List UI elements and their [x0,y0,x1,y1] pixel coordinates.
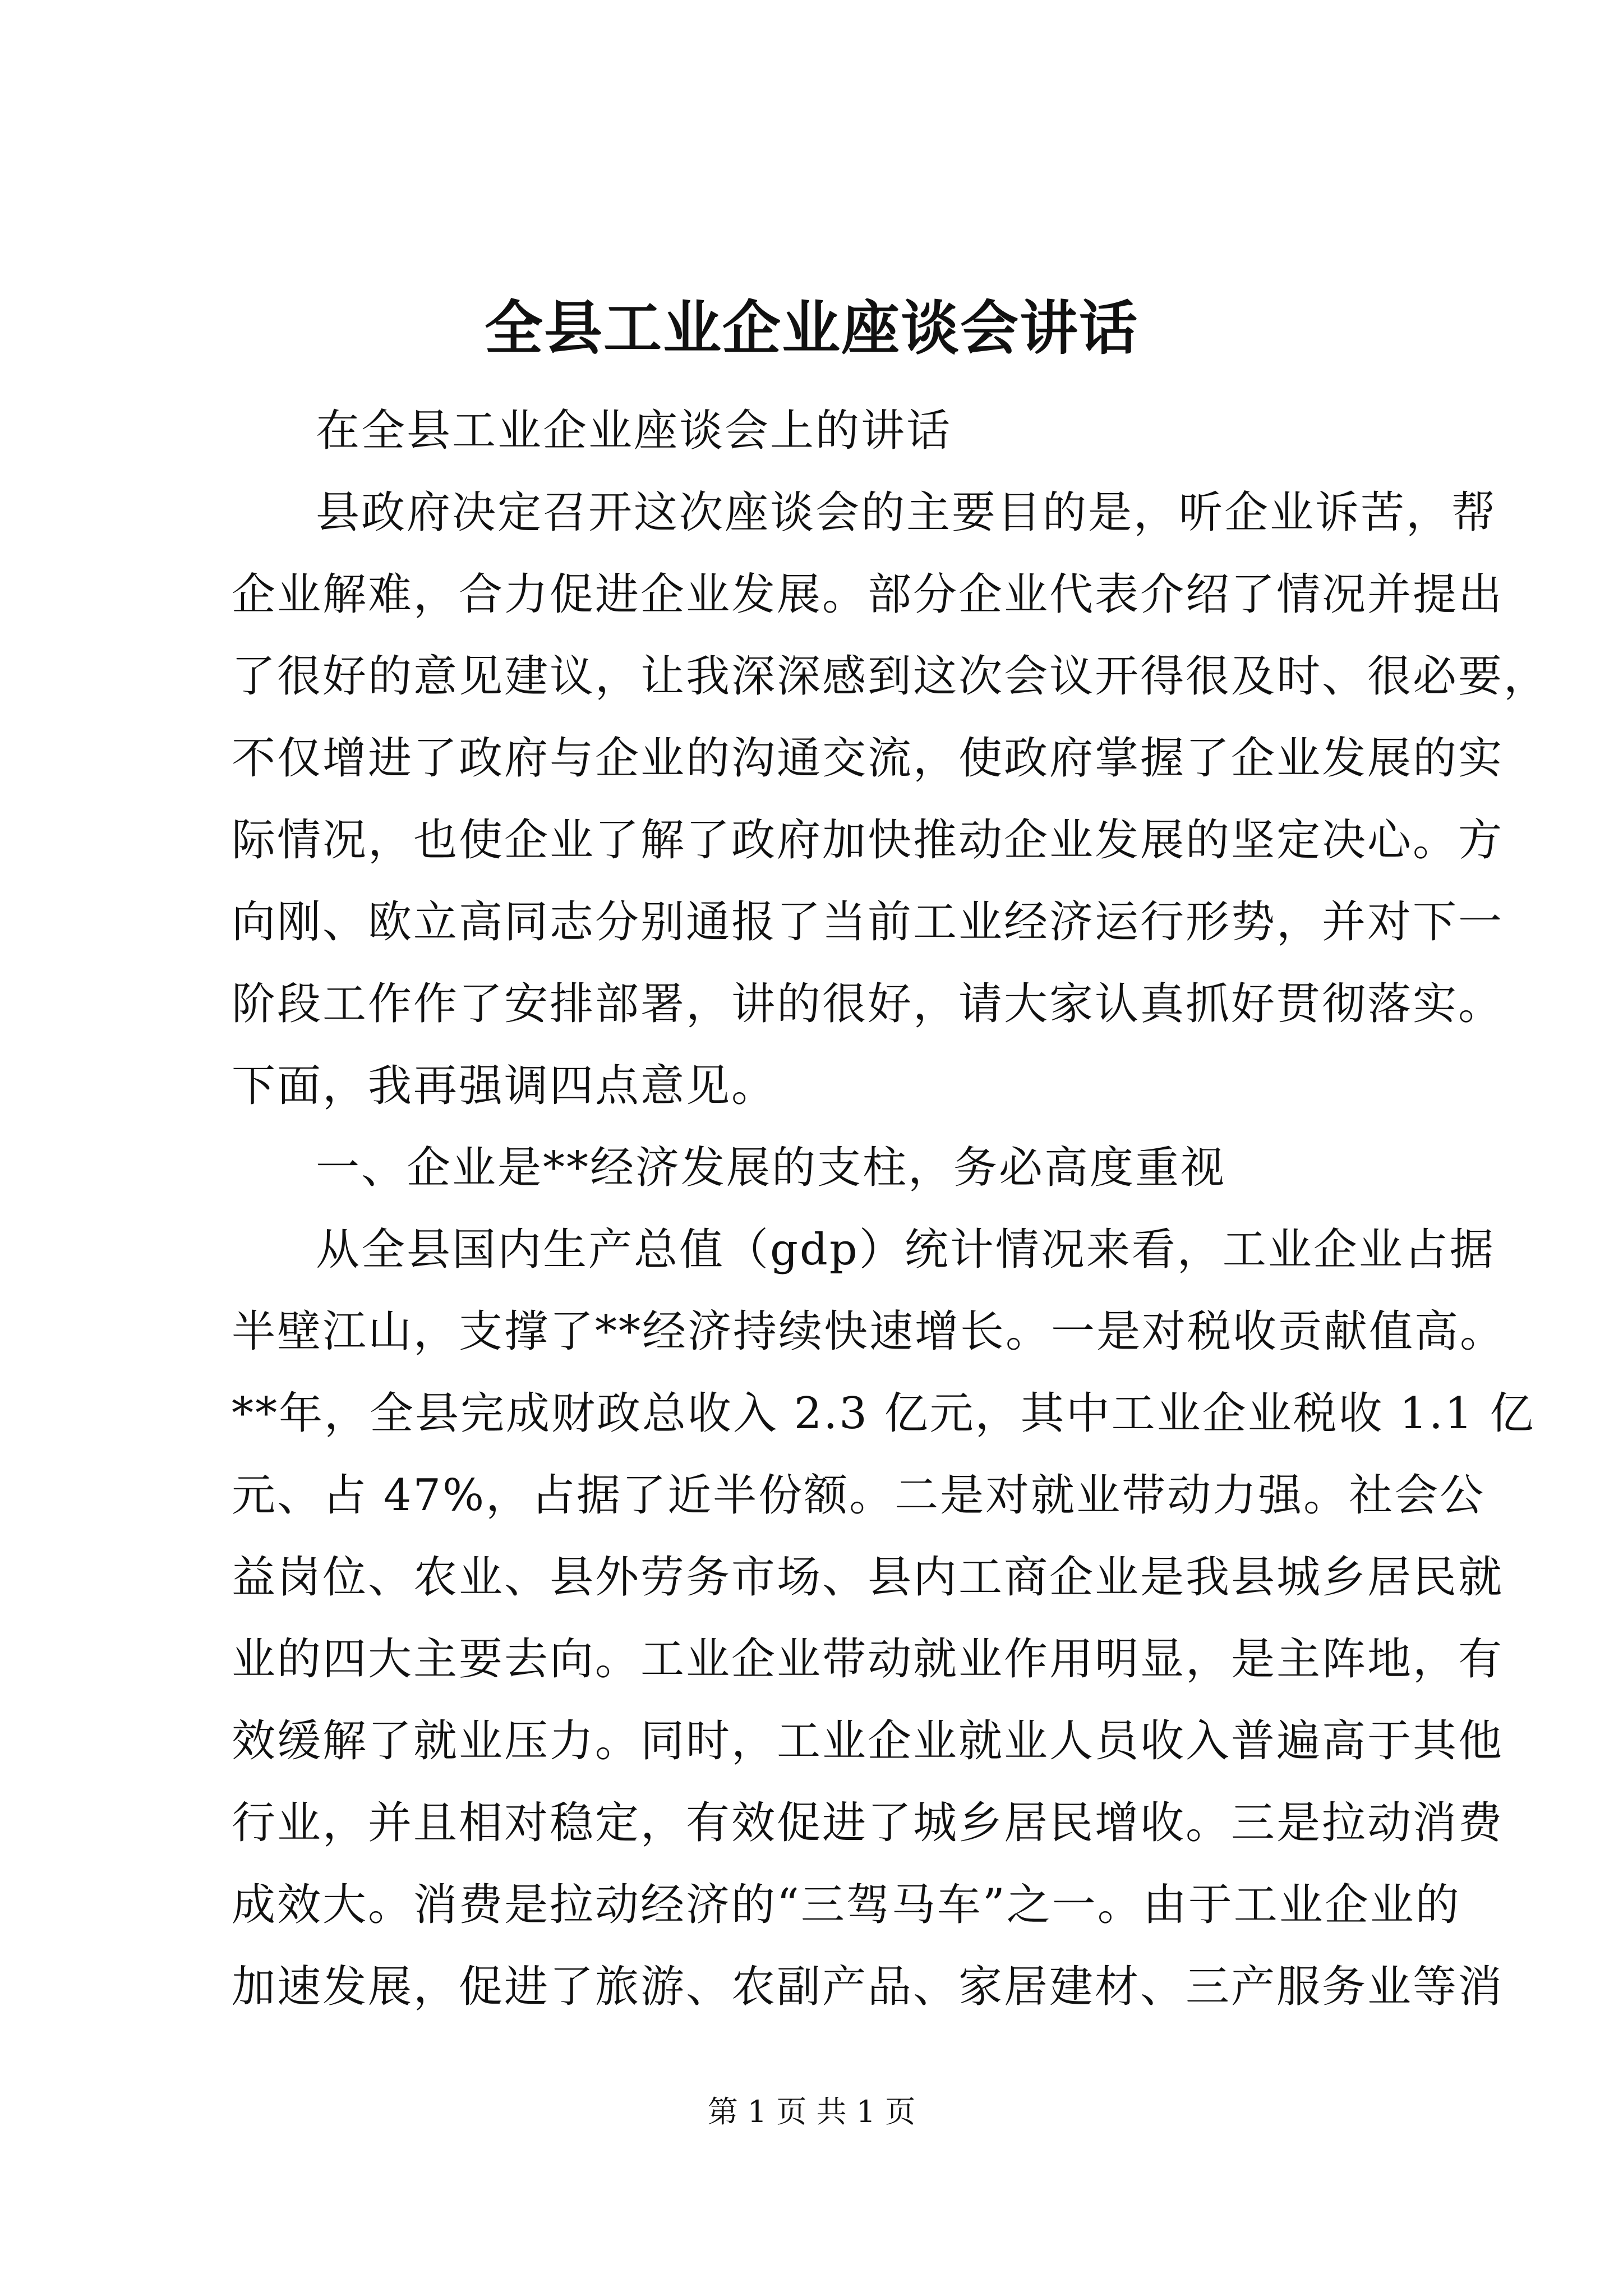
paragraph-line: 成效大。消费是拉动经济的“三驾马车”之一。由于工业企业的 [232,1880,1461,1930]
paragraph-line: 县政府决定召开这次座谈会的主要目的是，听企业诉苦，帮 [316,487,1497,538]
paragraph-line: 阶段工作作了安排部署，讲的很好，请大家认真抓好贯彻落实。 [232,979,1504,1029]
paragraph-line: 向刚、欧立高同志分别通报了当前工业经济运行形势，并对下一 [232,897,1504,947]
subtitle-line: 在全县工业企业座谈会上的讲话 [316,406,952,456]
paragraph-line: 益岗位、农业、县外劳务市场、县内工商企业是我县城乡居民就 [232,1552,1504,1603]
paragraph-line: 半壁江山，支撑了**经济持续快速增长。一是对税收贡献值高。 [232,1306,1506,1357]
paragraph-line: 下面，我再强调四点意见。 [232,1061,777,1111]
document-title: 全县工业企业座谈会讲话 [484,293,1138,362]
document-body [232,390,1550,2028]
paragraph-line: 加速发展，促进了旅游、农副产品、家居建材、三产服务业等消 [232,1962,1504,2012]
page-footer: 第 1 页 共 1 页 [707,2094,916,2129]
paragraph-line: 际情况，也使企业了解了政府加快推动企业发展的坚定决心。方 [232,815,1504,866]
paragraph-line: **年，全县完成财政总收入 2.3 亿元，其中工业企业税收 1.1 亿 [232,1388,1536,1439]
paragraph-line: 从全县国内生产总值（gdp）统计情况来看，工业企业占据 [316,1225,1495,1275]
section-heading: 一、企业是**经济发展的支柱，务必高度重视 [316,1143,1227,1193]
paragraph-line: 效缓解了就业压力。同时，工业企业就业人员收入普遍高于其他 [232,1716,1504,1766]
paragraph-line: 了很好的意见建议，让我深深感到这次会议开得很及时、很必要， [232,651,1550,702]
paragraph-line: 行业，并且相对稳定，有效促进了城乡居民增收。三是拉动消费 [232,1798,1504,1848]
paragraph-line: 企业解难，合力促进企业发展。部分企业代表介绍了情况并提出 [232,569,1504,620]
paragraph-line: 业的四大主要去向。工业企业带动就业作用明显，是主阵地，有 [232,1634,1504,1685]
paragraph-line: 元、占 47%，占据了近半份额。二是对就业带动力强。社会公 [232,1470,1486,1521]
paragraph-line: 不仅增进了政府与企业的沟通交流，使政府掌握了企业发展的实 [232,733,1504,784]
